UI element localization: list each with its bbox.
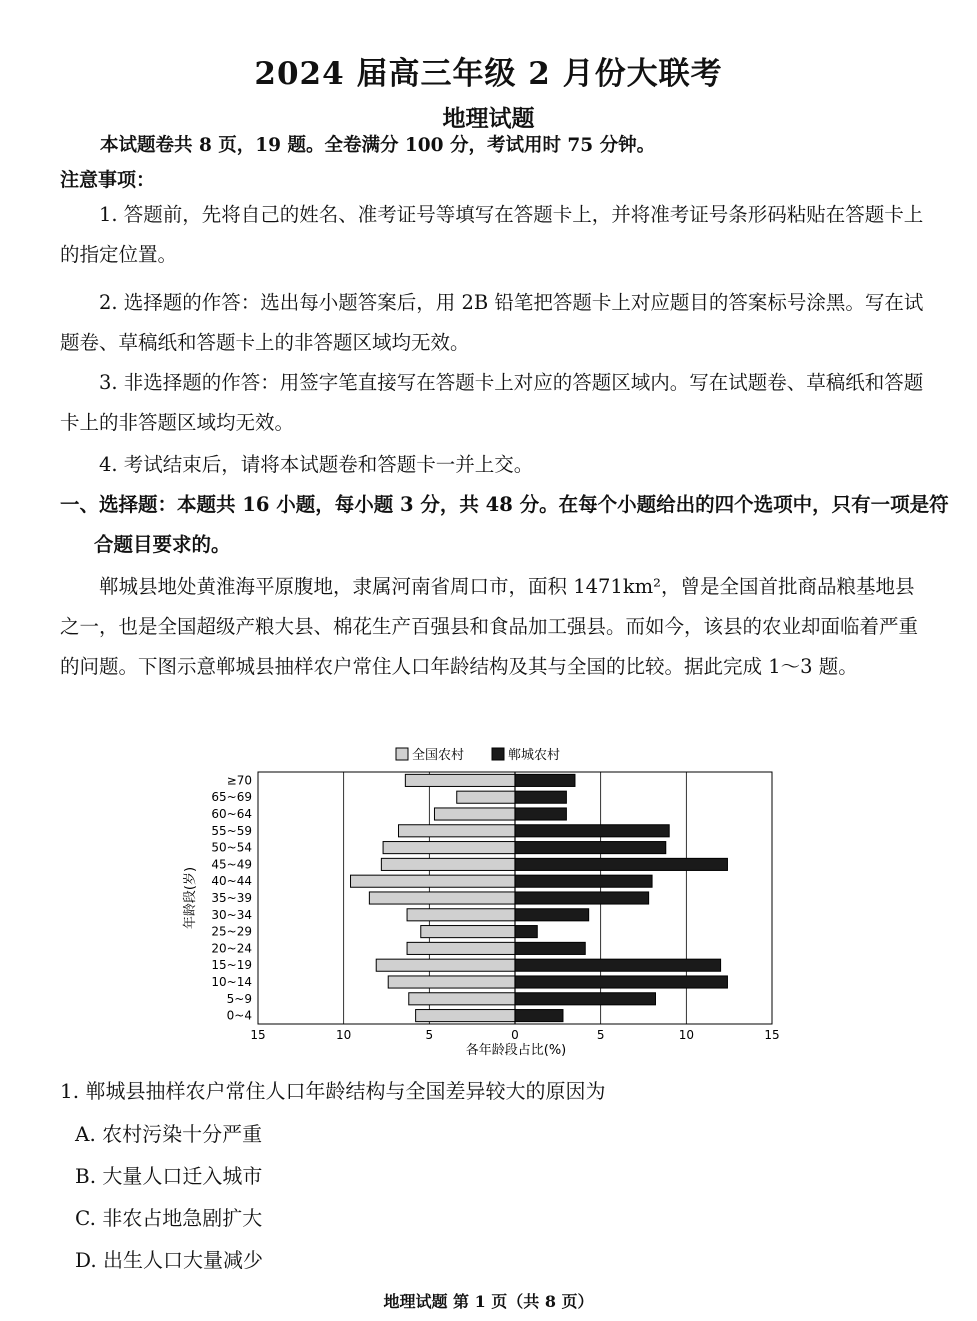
bar-national-0~4	[416, 1010, 515, 1022]
bar-dancheng-50~54	[515, 842, 666, 854]
bar-national-15~19	[376, 959, 515, 971]
option-c[interactable]: C. 非农占地急剧扩大	[75, 1206, 263, 1230]
y-tick-label: 10~14	[211, 975, 252, 989]
bar-national-55~59	[398, 825, 515, 837]
bar-national-5~9	[409, 993, 515, 1005]
x-axis-label: 各年龄段占比(%)	[465, 1043, 567, 1058]
bar-national-65~69	[457, 791, 515, 803]
x-tick-label: 10	[336, 1028, 352, 1042]
bar-national-10~14	[388, 976, 515, 988]
x-tick-label: 10	[678, 1028, 694, 1042]
bar-dancheng-0~4	[515, 1010, 563, 1022]
bar-dancheng-5~9	[515, 993, 655, 1005]
option-a[interactable]: A. 农村污染十分严重	[75, 1122, 263, 1146]
legend-swatch-national	[396, 748, 408, 760]
y-tick-label: 50~54	[211, 840, 252, 855]
bar-national-20~24	[407, 942, 515, 954]
notice-item: 1. 答题前，先将自己的姓名、准考证号等填写在答题卡上，并将准考证号条形码粘贴在答题卡上的指定位置。	[60, 203, 924, 266]
bar-dancheng-25~29	[515, 926, 537, 938]
y-tick-label: 20~24	[211, 941, 252, 956]
legend-swatch-dancheng	[492, 748, 504, 760]
y-tick-label: 30~34	[211, 907, 252, 922]
y-tick-label: 45~49	[211, 857, 252, 872]
bar-dancheng-35~39	[515, 892, 649, 904]
y-tick-label: 65~69	[211, 790, 252, 805]
exam-title: 2024 届高三年级 2 月份大联考	[254, 56, 723, 92]
section-heading: 一、选择题：本题共 16 小题，每小题 3 分，共 48 分。在每个小题给出的四个选项中，只有一项是符合题目要求的。	[60, 493, 949, 556]
bar-national-30~34	[407, 909, 515, 921]
population-pyramid-chart	[160, 738, 800, 1063]
y-tick-label: ≥70	[226, 773, 252, 788]
legend-label-national: 全国农村	[412, 748, 465, 763]
bar-dancheng-≥70	[515, 774, 575, 786]
exam-info: 本试题卷共 8 页，19 题。全卷满分 100 分，考试用时 75 分钟。	[100, 135, 656, 156]
bar-national-25~29	[421, 926, 515, 938]
notice-item: 2. 选择题的作答：选出每小题答案后，用 2B 铅笔把答题卡上对应题目的答案标号涂黑。写在试题卷、草稿纸和答题卡上的非答题区域均无效。	[60, 291, 924, 354]
bar-dancheng-30~34	[515, 909, 589, 921]
plot-area	[211, 772, 779, 1042]
notice-item: 3. 非选择题的作答：用签字笔直接写在答题卡上对应的答题区域内。写在试题卷、草稿纸和答题卡上的非答题区域均无效。	[60, 371, 924, 434]
legend-label-dancheng: 郸城农村	[508, 748, 561, 763]
bar-national-60~64	[434, 808, 515, 820]
x-tick-label: 5	[596, 1028, 605, 1042]
bar-dancheng-40~44	[515, 875, 652, 887]
x-tick-label: 15	[764, 1028, 780, 1042]
bar-dancheng-55~59	[515, 825, 669, 837]
question-stem: 1. 郸城县抽样农户常住人口年龄结构与全国差异较大的原因为	[60, 1079, 606, 1103]
notice-item: 4. 考试结束后，请将本试题卷和答题卡一并上交。	[99, 453, 534, 476]
bar-national-50~54	[383, 842, 515, 854]
bar-dancheng-60~64	[515, 808, 566, 820]
notice-heading: 注意事项：	[60, 169, 156, 191]
bar-national-35~39	[369, 892, 515, 904]
bar-dancheng-45~49	[515, 858, 727, 870]
bar-dancheng-65~69	[515, 791, 566, 803]
passage: 郸城县地处黄淮海平原腹地，隶属河南省周口市，面积 1471km²，曾是全国首批商品粮基地县之一，也是全国超级产粮大县、棉花生产百强县和食品加工强县。而如今，该县的农业却面临着严重的问题。下图示意郸城县抽样农户常住人口年龄结构及其与全国的比较。据此完成 1～3 题。	[60, 575, 919, 678]
page-footer: 地理试题 第 1 页（共 8 页）	[383, 1292, 594, 1311]
y-tick-label: 35~39	[211, 891, 252, 905]
bar-dancheng-20~24	[515, 942, 585, 954]
bar-national-≥70	[405, 774, 515, 786]
y-tick-label: 55~59	[211, 823, 252, 838]
bar-national-40~44	[351, 875, 515, 887]
y-tick-label: 15~19	[211, 958, 252, 973]
option-d[interactable]: D. 出生人口大量减少	[75, 1248, 264, 1272]
y-tick-label: 5~9	[226, 991, 252, 1006]
option-b[interactable]: B. 大量人口迁入城市	[75, 1164, 263, 1188]
y-tick-label: 60~64	[211, 807, 252, 821]
bar-dancheng-10~14	[515, 976, 727, 988]
bar-national-45~49	[381, 858, 515, 870]
bar-dancheng-15~19	[515, 959, 721, 971]
y-tick-label: 25~29	[211, 924, 252, 939]
x-tick-label: 5	[425, 1028, 434, 1042]
exam-subtitle: 地理试题	[442, 105, 535, 132]
y-axis-label: 年龄段(岁)	[183, 866, 198, 930]
x-tick-label: 15	[250, 1028, 266, 1042]
y-tick-label: 40~44	[211, 874, 252, 889]
chart-legend	[396, 747, 560, 763]
y-tick-label: 0~4	[226, 1008, 252, 1023]
x-tick-label: 0	[511, 1028, 519, 1042]
